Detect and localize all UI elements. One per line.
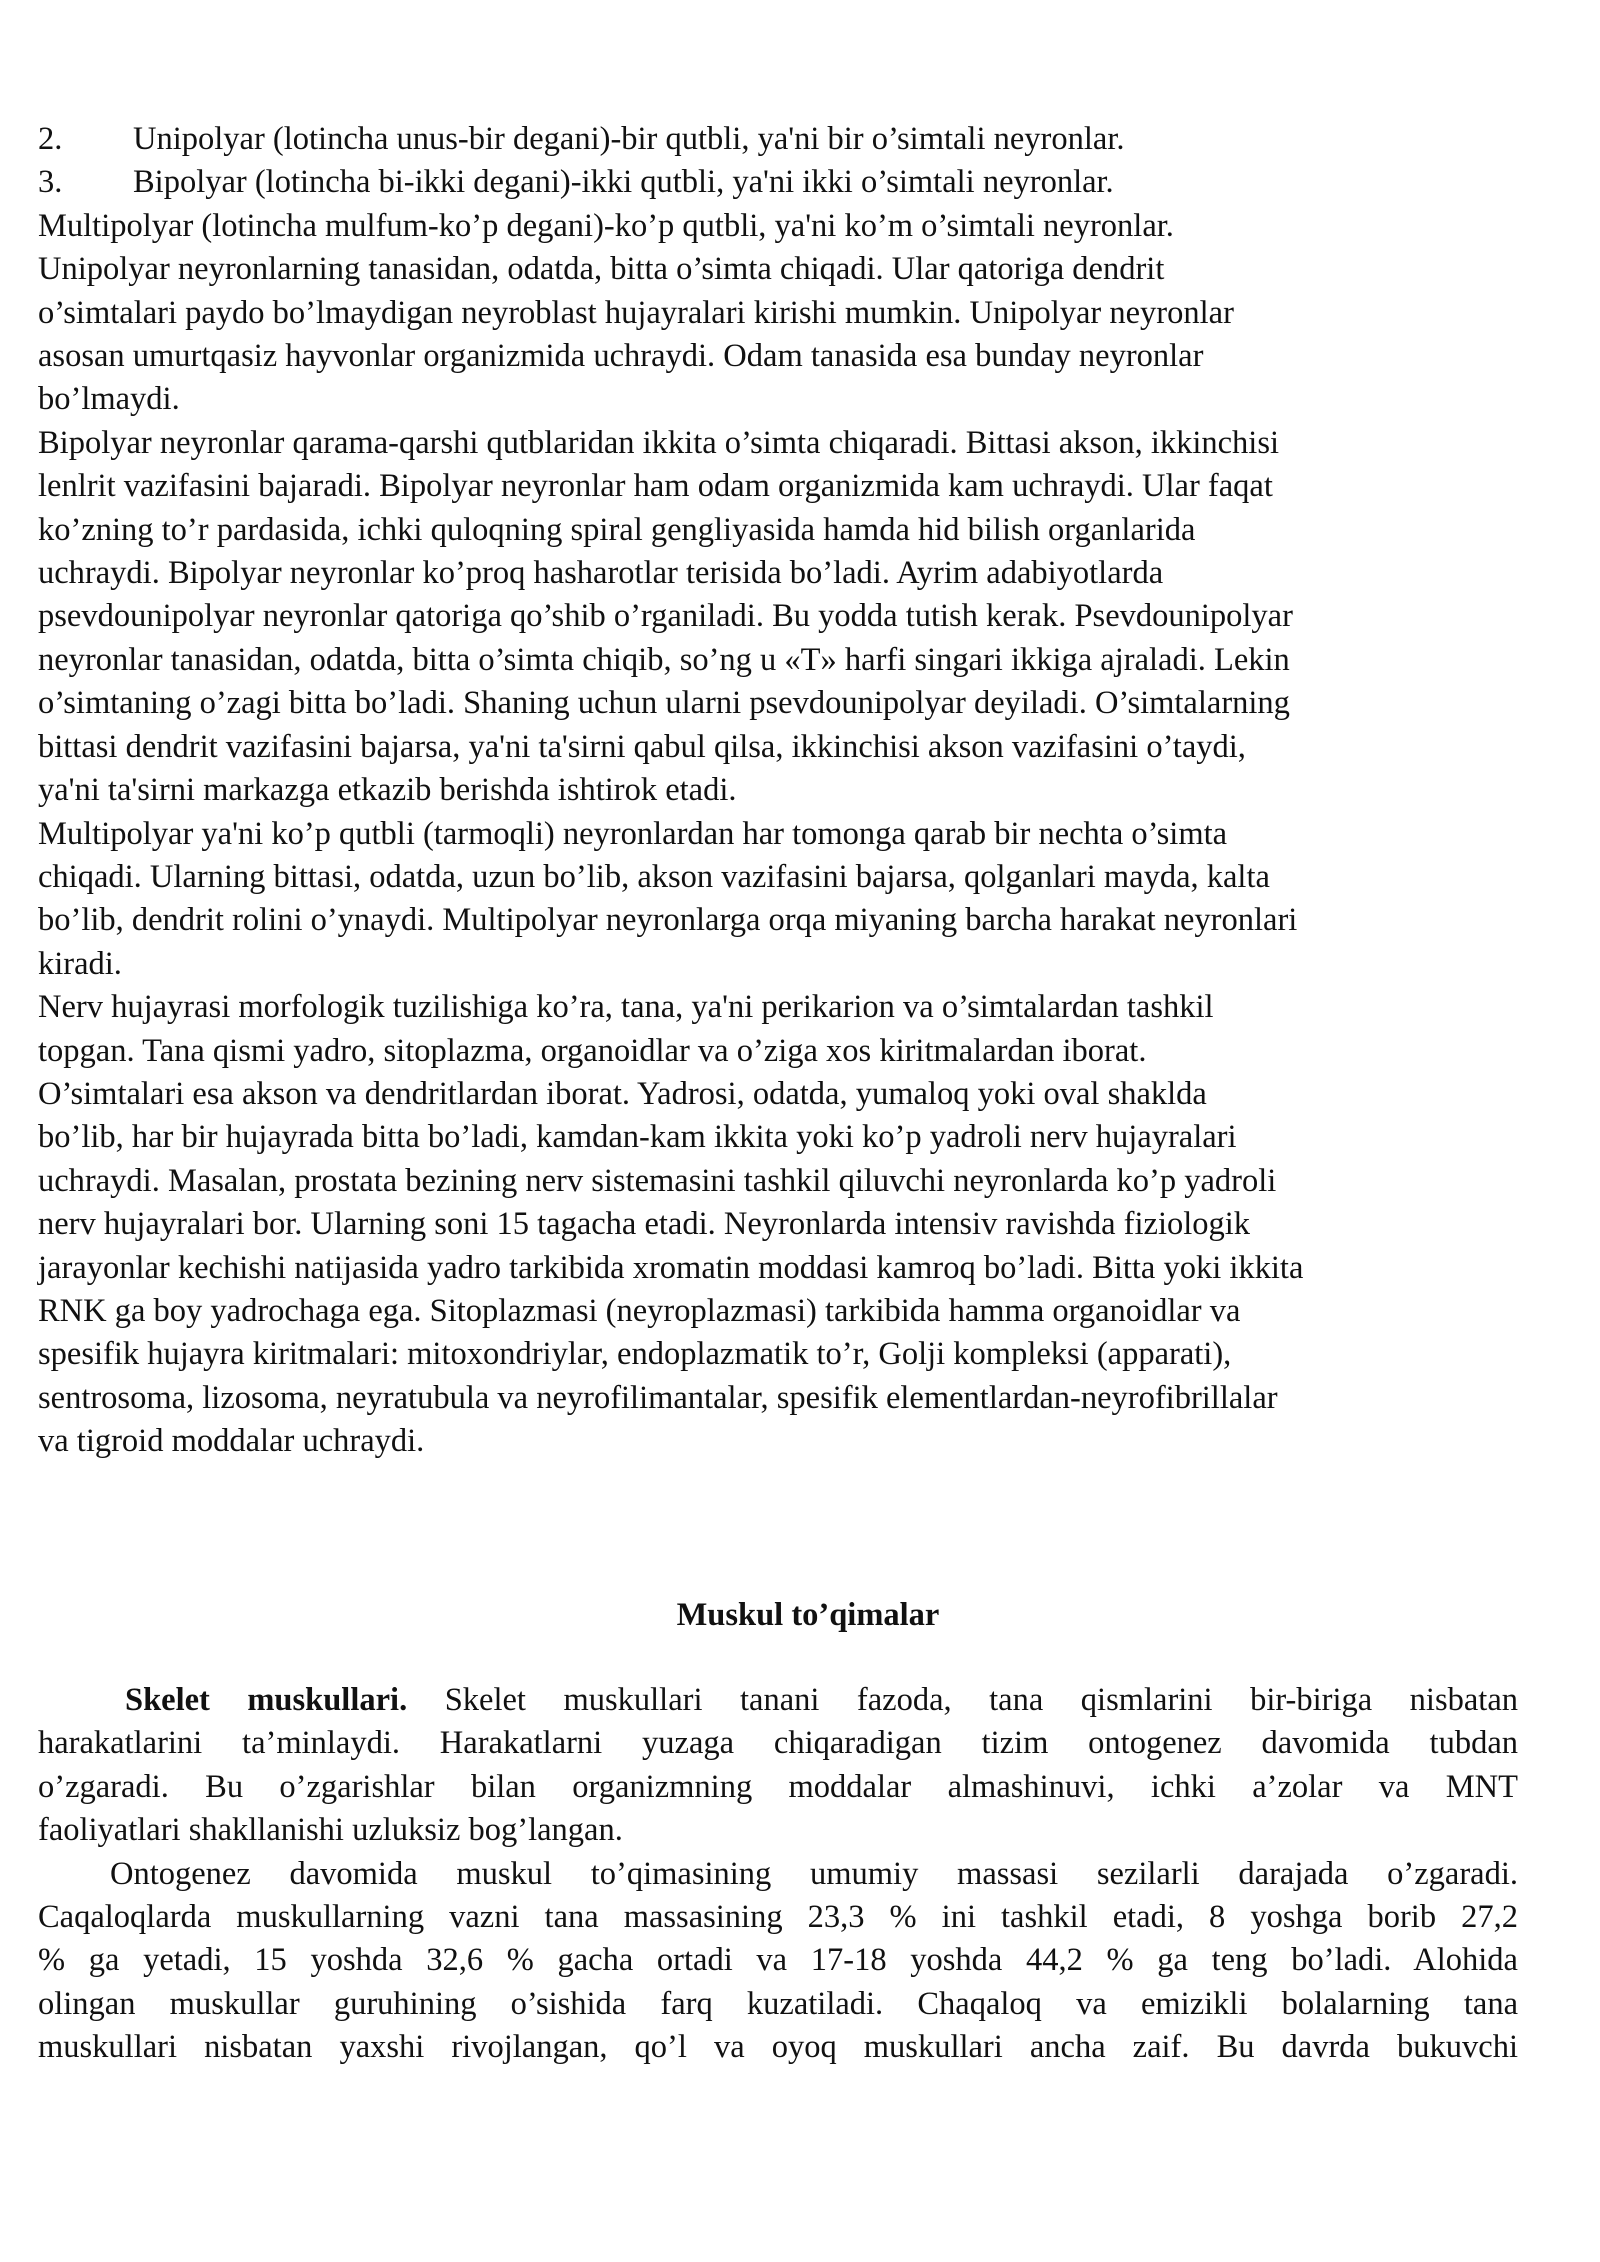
- lead-rest: Skelet muskullari tanani fazoda, tana qismlarini bir-biriga nisbatan: [407, 1682, 1518, 1718]
- text-line: Multipolyar ya'ni ko’p qutbli (tarmoqli) neyronlardan har tomonga qarab bir nechta o’simta: [38, 815, 1228, 852]
- text-line: Ontogenez davomida muskul to’qimasining umumiy massasi sezilarli darajada o’zgaradi.: [110, 1855, 1518, 1892]
- text-line: harakatlarini ta’minlaydi. Harakatlarni yuzaga chiqaradigan tizim ontogenez davomida tubdan: [38, 1725, 1518, 1762]
- text-line: Bipolyar neyronlar qarama-qarshi qutblaridan ikkita o’simta chiqaradi. Bittasi akson, ikkinchisi: [38, 424, 1280, 461]
- text-line: chiqadi. Ularning bittasi, odatda, uzun bo’lib, akson vazifasini bajarsa, qolganlari mayda, kalta: [38, 858, 1270, 895]
- section-spacer: [38, 1464, 1518, 1594]
- text-line: olingan muskullar guruhining o’sishida farq kuzatiladi. Chaqaloq va emizikli bolalarning tana: [38, 1985, 1518, 2022]
- text-line: Unipolyar neyronlarning tanasidan, odatda, bitta o’simta chiqadi. Ular qatoriga dendrit: [38, 251, 1165, 288]
- text-line: topgan. Tana qismi yadro, sitoplazma, organoidlar va o’ziga xos kiritmalardan iborat.: [38, 1032, 1147, 1069]
- text-line: Multipolyar (lotincha mulfum-ko’p degani)-ko’p qutbli, ya'ni ko’m o’simtali neyronlar.: [38, 207, 1174, 244]
- text-line: Caqaloqlarda muskullarning vazni tana massasining 23,3 % ini tashkil etadi, 8 yoshga borib 27,2: [38, 1899, 1518, 1936]
- list-number: 3.: [38, 164, 63, 201]
- text-line: bo’lib, har bir hujayrada bitta bo’ladi, kamdan-kam ikkita yoki ko’p yadroli nerv hujayralari: [38, 1119, 1237, 1156]
- list-number: 2.: [38, 121, 63, 157]
- paragraph-ontogenez: [38, 1853, 1518, 2070]
- text-line: ko’zning to’r pardasida, ichki quloqning spiral gengliyasida hamda hid bilish organlarida: [38, 511, 1196, 548]
- paragraph-multipolyar: [38, 813, 1518, 987]
- list-item: [38, 161, 1518, 204]
- text-line: sentrosoma, lizosoma, neyratubula va neyrofilimantalar, spesifik elementlardan-neyrofibrillalar: [38, 1379, 1278, 1416]
- text-line: lenlrit vazifasini bajaradi. Bipolyar neyronlar ham odam organizmida kam uchraydi. Ular faqat: [38, 468, 1273, 505]
- text-line: ya'ni ta'sirni markazga etkazib berishda ishtirok etadi.: [38, 772, 737, 809]
- paragraph-nerv-hujayrasi: [38, 986, 1518, 1463]
- numbered-list: [38, 118, 1518, 205]
- text-line: va tigroid moddalar uchraydi.: [38, 1423, 425, 1460]
- text-line: nerv hujayralari bor. Ularning soni 15 tagacha etadi. Neyronlarda intensiv ravishda fiziologik: [38, 1206, 1251, 1243]
- text-line: kiradi.: [38, 945, 122, 982]
- text-line: faoliyatlari shakllanishi uzluksiz bog’langan.: [38, 1812, 623, 1849]
- paragraph-skelet-muskullari: [38, 1679, 1518, 1853]
- text-line: psevdounipolyar neyronlar qatoriga qo’shib o’rganiladi. Bu yodda tutish kerak. Psevdounipolyar: [38, 598, 1293, 635]
- list-item: [38, 118, 1518, 161]
- text-line: uchraydi. Bipolyar neyronlar ko’proq hasharotlar terisida bo’ladi. Ayrim adabiyotlarda: [38, 555, 1164, 592]
- text-line: bittasi dendrit vazifasini bajarsa, ya'ni ta'sirni qabul qilsa, ikkinchisi akson vazifasini o’taydi,: [38, 728, 1246, 765]
- text-line: muskullari nisbatan yaxshi rivojlangan, qo’l va oyoq muskullari ancha zaif. Bu davrda bukuvchi: [38, 2029, 1518, 2066]
- text-line: o’zgaradi. Bu o’zgarishlar bilan organizmning moddalar almashinuvi, ichki a’zolar va MNT: [38, 1768, 1518, 1805]
- text-line: % ga yetadi, 15 yoshda 32,6 % gacha ortadi va 17-18 yoshda 44,2 % ga teng bo’ladi. Alohida: [38, 1942, 1518, 1979]
- text-line: O’simtalari esa akson va dendritlardan iborat. Yadrosi, odatda, yumaloq yoki oval shaklda: [38, 1075, 1207, 1112]
- text-line: bo’lmaydi.: [38, 381, 180, 418]
- text-line: jarayonlar kechishi natijasida yadro tarkibida xromatin moddasi kamroq bo’ladi. Bitta yoki ikkita: [38, 1249, 1304, 1286]
- text-line: RNK ga boy yadrochaga ega. Sitoplazmasi (neyroplazmasi) tarkibida hamma organoidlar va: [38, 1292, 1241, 1329]
- text-line: asosan umurtqasiz hayvonlar organizmida uchraydi. Odam tanasida esa bunday neyronlar: [38, 338, 1204, 375]
- document-body: [38, 118, 1518, 2070]
- list-text: Bipolyar (lotincha bi-ikki degani)-ikki qutbli, ya'ni ikki o’simtali neyronlar.: [133, 164, 1114, 201]
- text-line: bo’lib, dendrit rolini o’ynaydi. Multipolyar neyronlarga orqa miyaning barcha harakat neyronlari: [38, 902, 1298, 939]
- text-line: neyronlar tanasidan, odatda, bitta o’simta chiqib, so’ng u «T» harfi singari ikkiga ajraladi. Lekin: [38, 641, 1290, 678]
- text-line: [38, 1679, 1518, 1722]
- text-line: uchraydi. Masalan, prostata bezining nerv sistemasini tashkil qiluvchi neyronlarda ko’p yadroli: [38, 1162, 1277, 1199]
- text-line: o’simtaning o’zagi bitta bo’ladi. Shaning uchun ularni psevdounipolyar deyiladi. O’simtalarning: [38, 685, 1290, 722]
- text-line: Nerv hujayrasi morfologik tuzilishiga ko’ra, tana, ya'ni perikarion va o’simtalardan tashkil: [38, 989, 1214, 1026]
- list-text: Unipolyar (lotincha unus-bir degani)-bir qutbli, ya'ni bir o’simtali neyronlar.: [133, 121, 1125, 157]
- paragraph-bipolyar: [38, 422, 1518, 813]
- text-line: spesifik hujayra kiritmalari: mitoxondriylar, endoplazmatik to’r, Golji kompleksi (apparati),: [38, 1336, 1232, 1373]
- text-line: o’simtalari paydo bo’lmaydigan neyroblast hujayralari kirishi mumkin. Unipolyar neyronlar: [38, 294, 1234, 331]
- section-heading: Muskul to’qimalar: [676, 1596, 940, 1633]
- paragraph-multipolyar-def: [38, 205, 1518, 248]
- bold-lead: Skelet muskullari.: [125, 1682, 408, 1718]
- paragraph-unipolyar: [38, 248, 1518, 422]
